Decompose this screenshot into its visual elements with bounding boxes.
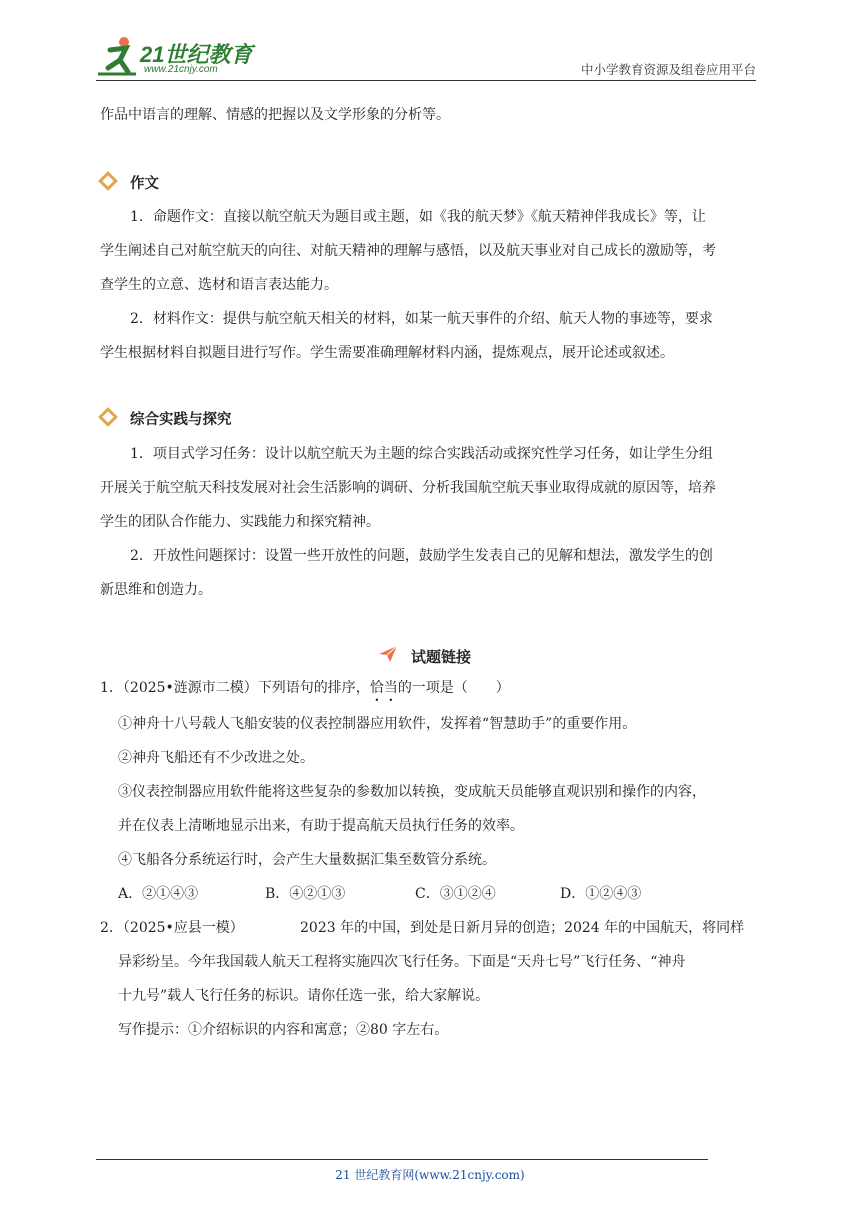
option-b: B．④②①③ [265,886,346,902]
logo-text: 21世纪教育 [140,42,253,67]
writing-hint: 写作提示：①介绍标识的内容和寓意；②80 字左右。 [118,1022,449,1038]
site-logo [96,34,266,80]
question-line: 十九号”载人飞行任务的标识。请你任选一张，给大家解说。 [118,988,490,1004]
runner-logo-icon [96,34,140,78]
paragraph-line: 1．命题作文：直接以航空航天为题目或主题，如《我的航天梦》《航天精神伴我成长》等，让 [130,209,706,225]
option-a: A．②①④③ [118,886,199,902]
paragraph-line: 查学生的立意、选材和语言表达能力。 [100,277,338,293]
question-source: （2025•涟源市二模） [122,680,258,696]
option-c: C．③①②④ [415,886,496,902]
question-item: ③仪表控制器应用软件能将这些复杂的参数加以转换，变成航天员能够直观识别和操作的内容， [118,784,706,800]
question-text: 的一项是（ ） [397,680,510,696]
question-number: 2． [100,920,123,936]
paper-plane-icon [378,645,398,663]
question-source: （2025•应县一模） [122,920,244,936]
question-text: 下列语句的排序， [257,680,370,696]
footer-text: 21 世纪教育网(www.21cnjy.com) [335,1168,525,1182]
footer-divider [96,1159,708,1160]
emphasis-char: 当 [383,680,398,696]
emphasis-char: 恰 [369,680,384,696]
question-2-stem [100,918,244,938]
paragraph-line: 2．材料作文：提供与航空航天相关的材料，如某一航天事件的介绍、航天人物的事迹等，要求 [130,311,713,327]
diamond-bullet-icon [98,407,118,427]
question-item: 并在仪表上清晰地显示出来，有助于提高航天员执行任务的效率。 [118,818,524,834]
paragraph-line: 1．项目式学习任务：设计以航空航天为主题的综合实践活动或探究性学习任务，如让学生分组 [130,446,713,462]
paragraph-line: 2．开放性问题探讨：设置一些开放性的问题，鼓励学生发表自己的见解和想法，激发学生的创 [130,548,713,564]
paragraph-line: 学生的团队合作能力、实践能力和探究精神。 [100,514,380,530]
header-divider [96,80,756,81]
option-d: D．①②④③ [560,886,642,902]
paragraph-line: 开展关于航空航天科技发展对社会生活影响的调研、分析我国航空航天事业取得成就的原因等，培养 [100,480,716,496]
section-title-composition: 作文 [130,176,159,192]
question-item: ①神舟十八号载人飞船安装的仪表控制器应用软件，发挥着“智慧助手”的重要作用。 [118,716,637,732]
paragraph-line: 新思维和创造力。 [100,582,212,598]
paragraph-line: 学生阐述自己对航空航天的向往、对航天精神的理解与感悟，以及航天事业对自己成长的激励等，考 [100,243,716,259]
question-item: ④飞船各分系统运行时，会产生大量数据汇集至数管分系统。 [118,852,496,868]
section-title-practice: 综合实践与探究 [130,412,232,428]
question-number: 1． [100,680,123,696]
intro-line: 作品中语言的理解、情感的把握以及文学形象的分析等。 [100,107,450,123]
link-section-title: 试题链接 [411,648,472,666]
header-tagline: 中小学教育资源及组卷应用平台 [580,62,756,77]
logo-url: www.21cnjy.com [144,64,218,75]
question-item: ②神舟飞船还有不少改进之处。 [118,750,314,766]
question-line: 异彩纷呈。今年我国载人航天工程将实施四次飞行任务。下面是“天舟七号”飞行任务、“神舟 [118,954,686,970]
paragraph-line: 学生根据材料自拟题目进行写作。学生需要准确理解材料内涵，提炼观点，展开论述或叙述。 [100,345,674,361]
question-1-stem [100,678,510,698]
diamond-bullet-icon [98,171,118,191]
question-line: 2023 年的中国，到处是日新月异的创造；2024 年的中国航天，将同样 [300,920,745,936]
